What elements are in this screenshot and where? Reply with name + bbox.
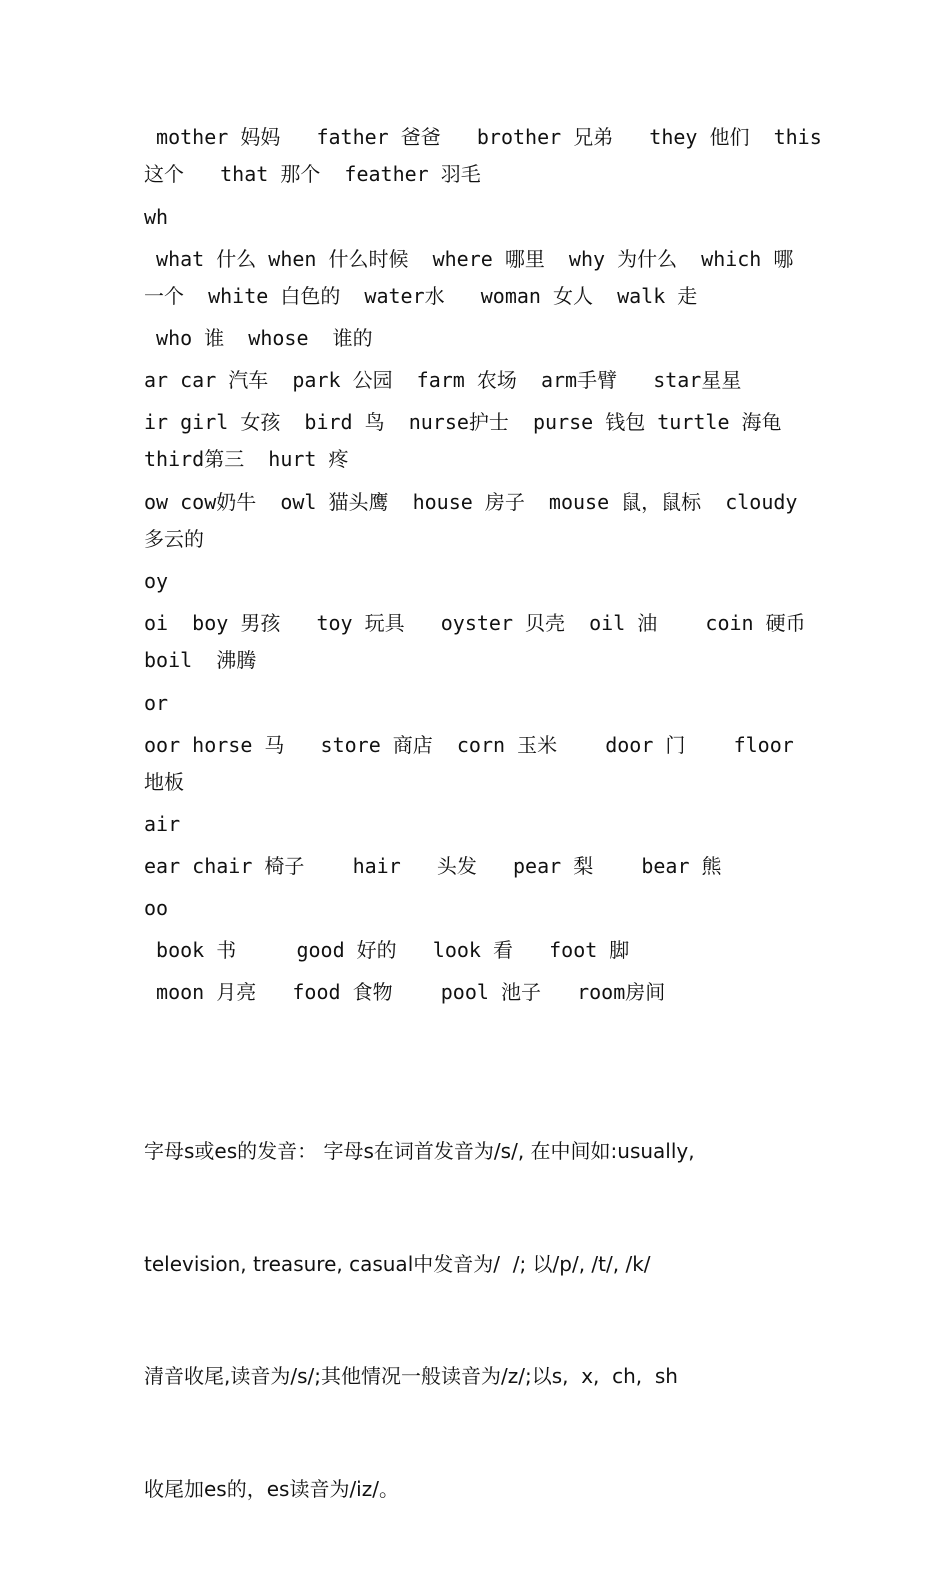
pronunciation-note-line: television, treasure, casual中发音为/ /; 以/p/, /t/, /k/ (144, 1251, 651, 1276)
vocab-line-oi-1: oi boy 男孩 toy 玩具 oyster 贝壳 oil 油 coin 硬币 (144, 611, 806, 635)
pronunciation-note-line: 收尾加es的，es读音为/iz/。 (144, 1476, 399, 1501)
vocab-line-th-1: mother 妈妈 father 爸爸 brother 兄弟 they 他们 this (144, 125, 822, 149)
heading-air: air (144, 812, 181, 836)
heading-or: or (144, 691, 169, 715)
vocab-line-wh-1: what 什么 when 什么时候 where 哪里 why 为什么 which 哪 (144, 247, 794, 271)
heading-wh: wh (144, 205, 169, 229)
heading-oo: oo (144, 896, 169, 920)
vocab-line-ow-1: ow cow奶牛 owl 猫头鹰 house 房子 mouse 鼠，鼠标 cloudy (144, 490, 798, 514)
vocab-line-ear: ear chair 椅子 hair 头发 pear 梨 bear 熊 (144, 854, 722, 878)
vocab-line-th-2: 这个 that 那个 feather 羽毛 (144, 162, 481, 186)
pronunciation-note-line: 字母s或es的发音： 字母s在词首发音为/s/, 在中间如:usually, (144, 1139, 695, 1163)
vocab-line-ir-2: third第三 hurt 疼 (144, 447, 349, 471)
vocab-line-oo-1: book 书 good 好的 look 看 foot 脚 (144, 938, 630, 962)
vocab-line-oor-2: 地板 (144, 770, 184, 794)
vocab-line-oi-2: boil 沸腾 (144, 648, 257, 672)
vocab-line-ar: ar car 汽车 park 公园 farm 农场 arm手臂 star星星 (144, 368, 742, 392)
pronunciation-note-line: 清音收尾,读音为/s/;其他情况一般读音为/z/;以s, x, ch, sh (144, 1364, 678, 1388)
vocab-line-oo-2: moon 月亮 food 食物 pool 池子 room房间 (144, 980, 666, 1004)
vocab-line-wh-3: who 谁 whose 谁的 (144, 326, 373, 350)
heading-oy: oy (144, 569, 169, 593)
pronunciation-note (144, 1058, 816, 1583)
vocab-line-ow-2: 多云的 (144, 527, 204, 551)
vocab-line-oor-1: oor horse 马 store 商店 corn 玉米 door 门 floor (144, 733, 794, 757)
vocab-line-wh-2: 一个 white 白色的 water水 woman 女人 walk 走 (144, 284, 698, 308)
vocab-line-ir-1: ir girl 女孩 bird 鸟 nurse护士 purse 钱包 turtle 海龟 (144, 410, 782, 434)
